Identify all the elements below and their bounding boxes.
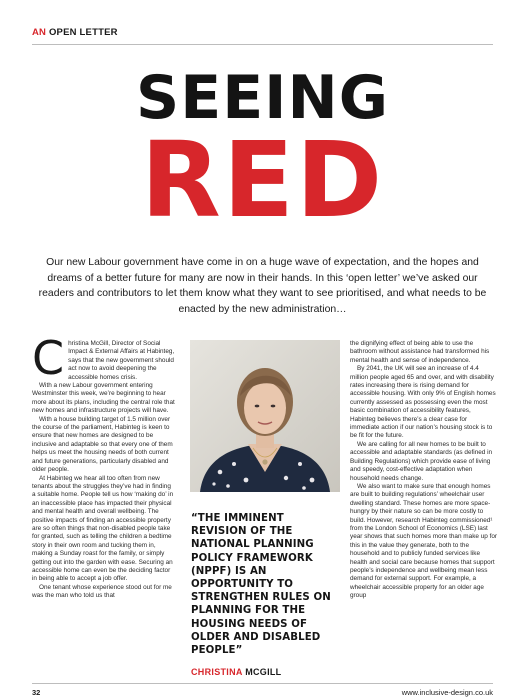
body-paragraph: One tenant whose experience stood out for me was the man who told us that: [32, 583, 172, 600]
drop-cap: C: [32, 331, 65, 385]
section-kicker: [32, 27, 118, 38]
body-paragraph: With a house building target of 1.5 million over the course of the parliament, Habinteg is keen to ensure that new homes are designed to be inclusive and adaptable so that every one of them helps us meet the housing needs of both current and future generations, particularly disabled and older people.: [32, 415, 173, 474]
attribution-first-name: CHRISTINA: [191, 667, 243, 677]
body-column-right: [350, 340, 498, 601]
footer-url: www.inclusive-design.co.uk: [401, 688, 493, 697]
author-photo: [190, 340, 340, 492]
body-paragraph: We are calling for all new homes to be built to accessible and adaptable standards (as defined in Building Regulations) which provide ease of living and speedy, cost-effective adaptation when household needs change.: [350, 440, 493, 482]
body-paragraph: We also want to make sure that enough homes are built to building regulations’ wheelchair user dwelling standard. These homes are more space-hungry by their nature so can be more costly to build. However, research Habinteg commissioned¹ from the London School of Economics (LSE) last year shows that such homes more than make up for this in the value they generate, both to the household and to publicly funded services like health and social care because homes that support people’s independence and wellbeing mean less demand for external support. For example, a wheelchair accessible property for an older age group: [350, 482, 498, 600]
headline-line1: SEEING: [136, 63, 389, 133]
page-number: 32: [32, 688, 41, 697]
footer-divider: [32, 683, 493, 684]
body-column-left: [32, 331, 176, 601]
attribution-last-name: MCGILL: [245, 667, 282, 677]
header-divider: [32, 44, 493, 45]
pull-quote-attribution: [191, 667, 281, 677]
body-paragraph: At Habinteg we hear all too often from new tenants about the struggles they’ve had in finding a suitable home. People tell us how ‘making do’ in an inaccessible place has impacted their physical and mental health and overall wellbeing. The positive impacts of finding an accessible property are so often things that non-disabled people take for granted, such as telling the children a bedtime story in their own room and tucking them in, making a Sunday roast for the family, or simply getting out into the garden with ease. Securing an accessible home can even be the deciding factor in being able to accept a job offer.: [32, 474, 174, 583]
kicker-label: OPEN LETTER: [48, 27, 118, 38]
pull-quote: “THE IMMINENT REVISION OF THE NATIONAL PLANNING POLICY FRAMEWORK (NPPF) IS AN OPPORTUNITY TO STRENGTHEN RULES ON PLANNING FOR THE HOUSING NEEDS OF OLDER AND DISABLED PEOPLE”: [191, 513, 331, 657]
body-paragraph: the dignifying effect of being able to use the bathroom without assistance had transformed his mental health and sense of independence.: [350, 340, 490, 364]
standfirst: Our new Labour government have come in on a huge wave of expectation, and the hopes and dreams of a better future for many are now in their hands. In this ‘open letter’ we’ve asked our readers and contributors to let them know what they want to see prioritised, and what needs to be enacted by the new administration…: [38, 257, 487, 315]
body-paragraph: With a new Labour government entering Westminster this week, we’re beginning to hear more about its plans, including the central role that new homes and infrastructure projects will have.: [32, 382, 175, 415]
kicker-prefix: AN: [32, 27, 47, 38]
headline-line2: RED: [140, 119, 385, 241]
body-paragraph: Christina McGill, Director of Social Impact & External Affairs at Habinteg, says that the new government should act now to avoid deepening the accessible homes crisis.: [32, 331, 175, 385]
body-paragraph: By 2041, the UK will see an increase of 4.4 million people aged 65 and over, and with disability rates increasing there is rising demand for accessible housing. With only 9% of English homes currently assessed as possessing even the most basic combination of accessibility features, Habinteg believes there’s a clear case for immediate action if our nation’s housing stock is to be fit for the future.: [350, 365, 496, 440]
